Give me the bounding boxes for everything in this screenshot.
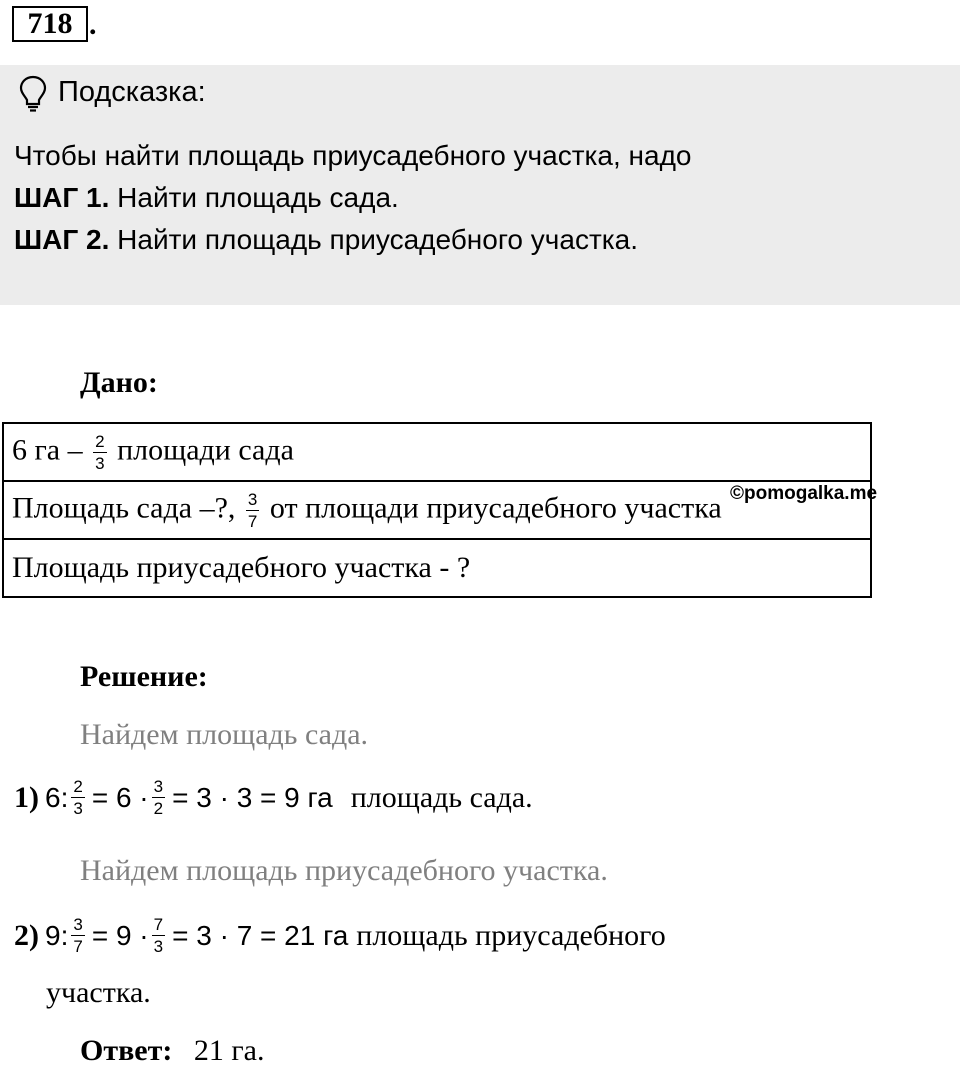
given-row3-text: Площадь приусадебного участка - ? [12, 551, 471, 584]
step-1-middle: = 6 · [91, 781, 149, 813]
fraction-denominator: 2 [153, 799, 164, 818]
step-2-tail: площадь приусадебного [356, 918, 666, 952]
given-row2-fraction [246, 491, 259, 530]
lightbulb-icon [18, 74, 48, 114]
fraction-denominator: 3 [153, 937, 164, 956]
hint-step-2-text: Найти площадь приусадебного участка. [109, 224, 638, 255]
given-cell-3 [3, 539, 871, 597]
problem-number-dot: . [89, 8, 97, 41]
fraction-numerator: 2 [95, 431, 105, 451]
given-row2-suffix: от площади приусадебного участка [269, 490, 722, 524]
answer [80, 1034, 264, 1068]
hint-step-2 [14, 224, 638, 256]
solution-step-1-note: Найдем площадь сада. [80, 718, 369, 751]
fraction-denominator: 7 [247, 511, 258, 531]
hint-step-1-label: ШАГ 1. [14, 182, 110, 213]
given-heading: Дано: [80, 366, 158, 399]
fraction-denominator: 3 [95, 453, 105, 473]
hint-step-1 [14, 182, 399, 214]
step-1-index: 1) [14, 780, 39, 814]
given-row1-fraction [93, 433, 106, 472]
hint-step-1-text: Найти площадь сада. [109, 182, 399, 213]
solution-heading: Решение: [80, 660, 208, 693]
solution-step-2-note: Найдем площадь приусадебного участка. [80, 854, 608, 887]
given-row [3, 423, 871, 481]
step-2-result: = 3 · 7 = 21 га [172, 919, 349, 951]
fraction-numerator: 3 [247, 489, 258, 509]
step-2-index: 2) [14, 918, 39, 952]
solution-step-1 [14, 778, 533, 817]
fraction-denominator: 3 [73, 799, 83, 818]
fraction-numerator: 3 [153, 777, 164, 796]
given-table [2, 422, 872, 598]
step-1-result: = 3 · 3 = 9 га [172, 781, 333, 813]
step-2-tail-continued: участка. [46, 976, 151, 1009]
given-row [3, 539, 871, 597]
given-row1-prefix: 6 га – [12, 432, 83, 466]
step-1-fraction-2 [152, 778, 165, 817]
problem-number: 718 [12, 6, 88, 42]
step-1-dividend: 6: [45, 781, 69, 813]
answer-value: 21 га. [193, 1034, 265, 1067]
fraction-numerator: 7 [153, 915, 164, 934]
given-row2-prefix: Площадь сада –?, [12, 490, 236, 524]
step-2-dividend: 9: [45, 919, 69, 951]
given-row1-suffix: площади сада [117, 432, 294, 466]
fraction-numerator: 2 [73, 777, 83, 796]
step-2-fraction-2 [152, 916, 165, 955]
answer-label: Ответ: [80, 1034, 173, 1067]
hint-step-2-label: ШАГ 2. [14, 224, 110, 255]
fraction-denominator: 7 [73, 937, 83, 956]
fraction-numerator: 3 [73, 915, 83, 934]
hint-intro: Чтобы найти площадь приусадебного участка, надо [14, 140, 692, 171]
watermark: ©pomogalka.me [730, 483, 878, 504]
given-cell-1 [3, 423, 871, 481]
step-2-middle: = 9 · [91, 919, 149, 951]
step-1-fraction-1 [71, 778, 84, 817]
hint-title: Подсказка: [58, 76, 206, 108]
step-1-tail: площадь сада. [350, 780, 533, 814]
solution-step-2 [14, 916, 666, 955]
step-2-fraction-1 [71, 916, 84, 955]
